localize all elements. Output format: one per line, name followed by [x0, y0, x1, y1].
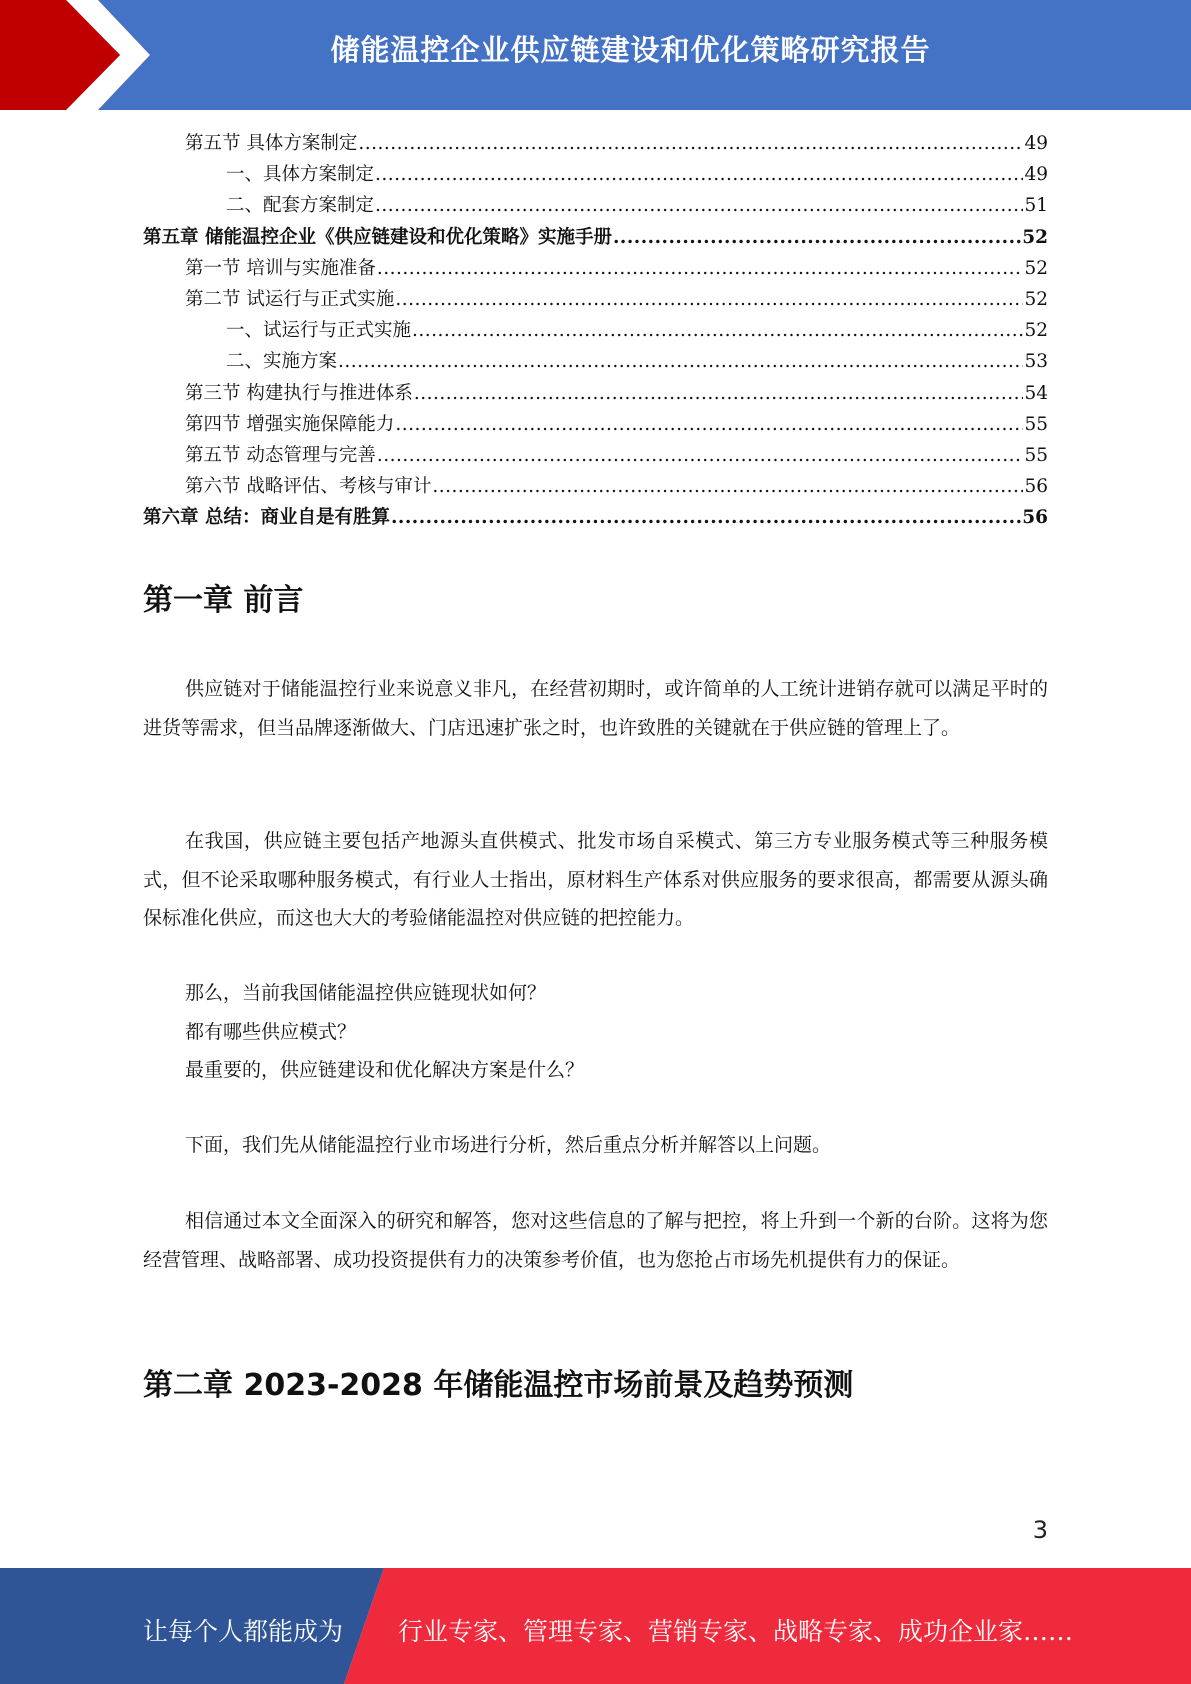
question-line: 都有哪些供应模式？ — [185, 1020, 357, 1043]
toc-entry-page: 49 — [1024, 133, 1048, 154]
toc-dot-leader — [377, 253, 1024, 284]
toc-entry-page: 52 — [1024, 288, 1048, 310]
toc-entry[interactable] — [143, 440, 1048, 471]
table-of-contents — [143, 128, 1048, 533]
footer-slogan-left: 让每个人都能成为 — [143, 1617, 344, 1646]
toc-dot-leader — [375, 190, 1023, 221]
toc-entry-title: 第五节 动态管理与完善 — [185, 444, 376, 466]
chapter-1-heading: 第一章 前言 — [143, 583, 304, 618]
toc-entry-page: 52 — [1024, 320, 1048, 342]
toc-entry-title: 第一节 培训与实施准备 — [185, 257, 376, 279]
chapter-2-heading: 第二章 2023-2028 年储能温控市场前景及趋势预测 — [143, 1368, 854, 1403]
document-title: 储能温控企业供应链建设和优化策略研究报告 — [330, 33, 931, 67]
toc-entry-title: 二、实施方案 — [226, 351, 338, 373]
toc-entry[interactable] — [143, 190, 1048, 221]
toc-dot-leader — [358, 128, 1023, 159]
toc-dot-leader — [395, 284, 1023, 315]
toc-entry-page: 55 — [1024, 413, 1048, 435]
toc-dot-leader — [338, 346, 1023, 377]
toc-entry[interactable] — [143, 128, 1048, 159]
paragraph-text: 相信通过本文全面深入的研究和解答，您对这些信息的了解与把控，将上升到一个新的台阶。这将为您经营管理、战略部署、成功投资提供有力的决策参考价值，也为您抢占市场先机提供有力的保证。 — [143, 1210, 1048, 1271]
toc-entry[interactable] — [143, 284, 1048, 315]
toc-entry-title: 第五节 具体方案制定 — [185, 133, 358, 154]
question-line: 那么，当前我国储能温控供应链现状如何？ — [185, 982, 547, 1004]
toc-entry[interactable] — [143, 346, 1048, 377]
question-list — [143, 974, 1048, 1090]
toc-entry-page: 49 — [1024, 164, 1048, 186]
toc-entry-title: 第四节 增强实施保障能力 — [185, 413, 395, 435]
page-number: 3 — [1032, 1516, 1048, 1544]
toc-entry-title: 第三节 构建执行与推进体系 — [185, 382, 413, 404]
toc-entry[interactable] — [143, 378, 1048, 409]
toc-dot-leader — [412, 315, 1023, 346]
toc-dot-leader — [414, 378, 1024, 409]
toc-dot-leader — [395, 409, 1023, 440]
toc-entry-page: 54 — [1024, 382, 1048, 404]
toc-dot-leader — [391, 502, 1021, 533]
paragraph-text: 下面，我们先从储能温控行业市场进行分析，然后重点分析并解答以上问题。 — [185, 1134, 832, 1156]
paragraph-text: 在我国，供应链主要包括产地源头直供模式、批发市场自采模式、第三方专业服务模式等三种服务模式，但不论采取哪种服务模式，有行业人士指出，原材料生产体系对供应服务的要求很高，都需要从源头确保标准化供应，而这也大大的考验储能温控对供应链的把控能力。 — [143, 830, 1048, 929]
toc-entry[interactable] — [143, 253, 1048, 284]
footer-slogan-right: 行业专家、管理专家、营销专家、战略专家、成功企业家…… — [398, 1617, 1074, 1646]
toc-entry-page: 53 — [1024, 351, 1048, 373]
paragraph — [143, 670, 1048, 747]
toc-entry-title: 第五章 储能温控企业《供应链建设和优化策略》实施手册 — [143, 226, 612, 248]
page-footer — [0, 1568, 1191, 1684]
paragraph — [143, 1202, 1048, 1279]
paragraph — [143, 1126, 1048, 1165]
page-header — [0, 0, 1191, 110]
toc-chapter-entry[interactable] — [143, 222, 1048, 253]
toc-entry-title: 第二节 试运行与正式实施 — [185, 288, 395, 310]
header-arrow-icon — [0, 0, 160, 110]
paragraph — [143, 822, 1048, 938]
toc-entry-title: 一、具体方案制定 — [226, 164, 375, 186]
toc-entry-title: 二、配套方案制定 — [226, 195, 375, 217]
toc-entry-page: 52 — [1024, 257, 1048, 279]
toc-entry[interactable] — [143, 159, 1048, 190]
toc-entry-page: 52 — [1022, 226, 1048, 248]
toc-entry-title: 第六章 总结：商业自是有胜算 — [143, 507, 390, 529]
paragraph-text: 供应链对于储能温控行业来说意义非凡，在经营初期时，或许简单的人工统计进销存就可以满足平时的进货等需求，但当品牌逐渐做大、门店迅速扩张之时，也许致胜的关键就在于供应链的管理上了。 — [143, 678, 1048, 739]
toc-entry[interactable] — [143, 409, 1048, 440]
toc-entry-page: 56 — [1024, 476, 1048, 498]
toc-entry[interactable] — [143, 471, 1048, 502]
toc-entry-page: 56 — [1022, 507, 1048, 529]
toc-dot-leader — [377, 440, 1024, 471]
toc-dot-leader — [375, 159, 1023, 190]
toc-dot-leader — [613, 222, 1021, 253]
toc-entry-title: 第六节 战略评估、考核与审计 — [185, 476, 432, 498]
question-line: 最重要的，供应链建设和优化解决方案是什么？ — [185, 1059, 585, 1081]
toc-dot-leader — [432, 471, 1023, 502]
toc-entry[interactable] — [143, 315, 1048, 346]
toc-entry-page: 51 — [1024, 195, 1048, 217]
toc-entry-title: 一、试运行与正式实施 — [226, 320, 412, 342]
toc-entry-page: 55 — [1024, 444, 1048, 466]
toc-chapter-entry[interactable] — [143, 502, 1048, 533]
